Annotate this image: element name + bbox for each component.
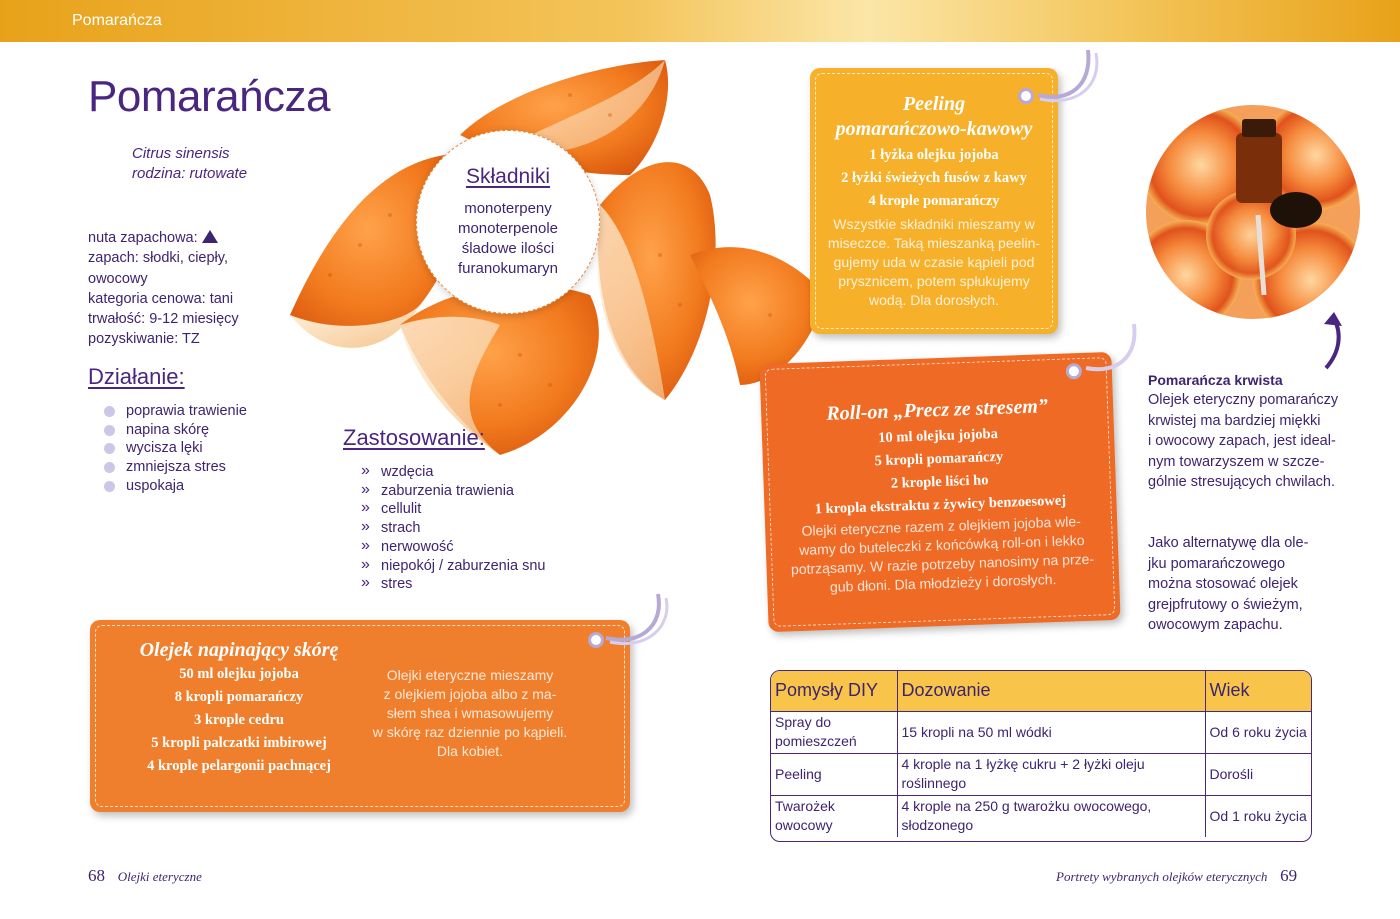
recipe-title: Roll-on „Precz ze stresem” [825, 395, 1049, 425]
recipe-description [810, 215, 1058, 310]
list-item: uspokaja [88, 477, 247, 496]
page-title: Pomarańcza [88, 72, 331, 121]
scent-note-label: nuta zapachowa: [88, 230, 198, 246]
property-line: pozyskiwanie: TZ [88, 331, 200, 348]
text-line: Jako alternatywę dla ole- [1148, 535, 1309, 551]
list-item: » wzdęcia [343, 463, 545, 482]
triangle-up-icon [202, 230, 218, 243]
ingredient: 1 łyżka olejku jojoba [869, 147, 999, 163]
ingredient: 8 kropli pomarańczy [174, 689, 304, 705]
recipe-title: Olejek napinający skórę [139, 639, 339, 661]
diy-table [770, 670, 1312, 842]
napinajacy-recipe-card [90, 620, 630, 812]
description-line: z olejkiem jojoba albo z ma- [383, 686, 557, 702]
list-item: » niepokój / zaburzenia snu [343, 557, 545, 576]
dzialanie-list [88, 402, 247, 496]
recipe-description [765, 511, 1119, 599]
ingredient: 2 łyżki świeżych fusów z kawy [841, 170, 1027, 186]
recipe-ingredients [762, 419, 1117, 523]
table-cell: Twarożek owocowy [771, 795, 897, 837]
description-line: Olejki eteryczne razem z olejkiem jojoba wle- [801, 513, 1082, 539]
ingredient: 10 ml olejku jojoba [877, 425, 999, 447]
ingredient: 3 krople cedru [194, 712, 284, 728]
ingredient: 2 krople liści ho [890, 472, 989, 492]
skladniki-circle [416, 130, 600, 314]
skladniki-heading: Składniki [465, 165, 551, 188]
list-item: poprawia trawienie [88, 402, 247, 421]
blood-orange-bottle-image [1146, 105, 1360, 319]
table-cell: Dorośli [1205, 753, 1311, 795]
description-line: w skórę raz dziennie po kąpieli. [372, 724, 568, 740]
dzialanie-heading: Działanie: [88, 364, 185, 389]
tag-string-icon [1030, 45, 1110, 115]
description-line: Wszystkie składniki mieszamy w [833, 216, 1035, 232]
property-line: trwałość: 9-12 miesięcy [88, 311, 239, 328]
book-title: Olejki eteryczne [117, 869, 202, 884]
ingredient: 1 kropla ekstraktu z żywicy benzoesowej [814, 492, 1067, 518]
table-cell: 15 kropli na 50 ml wódki [897, 711, 1205, 753]
page-number: 68 [88, 866, 105, 885]
list-item: » zaburzenia trawienia [343, 482, 545, 501]
ingredient: 5 kropli palczatki imbirowej [151, 735, 327, 751]
column-header: Pomysły DIY [771, 671, 897, 711]
ingredient: 4 krople pomarańczy [868, 193, 1000, 209]
skladniki-list [417, 199, 599, 279]
text-line: Olejek eteryczny pomarańczy [1148, 392, 1339, 408]
list-item: wycisza lęki [88, 439, 247, 458]
footer-left [88, 866, 202, 886]
text-line: nym towarzyszem w szcze- [1148, 453, 1325, 470]
description-line: Dla kobiet. [436, 743, 504, 759]
tag-string-icon [600, 590, 680, 650]
zastosowanie-list [343, 463, 545, 594]
list-item: zmniejsza stres [88, 458, 247, 477]
text-line: i owocowy zapach, jest ideal- [1148, 433, 1336, 449]
latin-name: Citrus sinensis [132, 145, 230, 162]
column-header: Wiek [1205, 671, 1311, 711]
running-header: Pomarańcza [72, 12, 162, 29]
scent-note [88, 228, 278, 248]
description-line: Olejki eteryczne mieszamy [386, 667, 554, 683]
peeling-recipe-card [810, 68, 1058, 334]
table-row [771, 795, 1311, 837]
description-line: miseczce. Taką mieszanką peelin- [827, 235, 1041, 251]
recipe-left-column [90, 638, 388, 778]
list-item: » stres [343, 575, 545, 594]
table-cell: 4 krople na 1 łyżkę cukru + 2 łyżki oleju roślinnego [897, 753, 1205, 795]
properties [88, 228, 278, 350]
sidebar-text-2 [1148, 533, 1348, 636]
text-line: krwistej ma bardziej miękki [1148, 412, 1321, 429]
list-item: » cellulit [343, 500, 545, 519]
latin-name-block [132, 144, 247, 184]
recipe-description [350, 666, 590, 761]
page-number: 69 [1280, 866, 1298, 885]
table-cell: Od 1 roku życia [1209, 807, 1307, 824]
list-item: furanokumaryn [457, 260, 559, 277]
list-item: » nerwowość [343, 538, 545, 557]
text-line: grejpfrutowy o świeżym, [1148, 596, 1303, 613]
description-line: potrząsamy. W razie potrzeby nanosimy na prze- [790, 550, 1095, 578]
table-cell: Od 6 roku życia [1205, 711, 1311, 753]
list-item: napina skórę [88, 421, 247, 440]
list-item: » strach [343, 519, 545, 538]
text-line: gólnie stresujących chwilach. [1148, 474, 1335, 490]
plant-family: rodzina: rutowate [132, 165, 248, 182]
zastosowanie-heading: Zastosowanie: [343, 425, 485, 450]
text-line: jku pomarańczowego [1148, 555, 1286, 572]
description-line: gub dłoni. Dla młodzieży i dorosłych. [829, 570, 1057, 595]
sidebar-title: Pomarańcza krwista [1148, 372, 1283, 388]
footer-right [1056, 866, 1297, 886]
property-line: owocowy [88, 270, 148, 287]
recipe-title: Peeling [902, 93, 966, 115]
ingredient: 5 kropli pomarańczy [874, 448, 1004, 470]
table-cell: 4 krople na 250 g twarożku owocowego, słodzonego [897, 795, 1205, 837]
ingredient: 50 ml olejku jojoba [179, 666, 299, 682]
recipe-title: pomarańczowo-kawowy [835, 118, 1033, 140]
list-item: monoterpeny [464, 200, 552, 217]
table-row [771, 753, 1311, 795]
property-line: kategoria cenowa: tani [88, 290, 234, 307]
table-cell: Peeling [771, 753, 897, 795]
chapter-title: Portrety wybranych olejków eterycznych [1056, 869, 1268, 884]
column-header: Dozowanie [897, 671, 1205, 711]
table-row [771, 711, 1311, 753]
list-item: monoterpenole [457, 220, 559, 237]
description-line: wamy do buteleczki z końcówką roll-on i lekko [798, 531, 1085, 558]
description-line: prysznicem, potem spłukujemy [838, 273, 1030, 289]
table-cell: Spray do pomieszczeń [771, 711, 897, 753]
header-bar [0, 0, 1400, 42]
list-item: śladowe ilości [461, 240, 555, 257]
tag-string-icon [1080, 320, 1150, 380]
curved-arrow-icon [1318, 310, 1348, 370]
description-line: wodą. Dla dorosłych. [869, 292, 999, 308]
table-header-row [771, 671, 1311, 711]
recipe-ingredients [810, 144, 1058, 213]
rollon-recipe-card [759, 352, 1120, 632]
description-line: gujemy uda w czasie kąpieli pod [833, 254, 1035, 270]
text-line: można stosować olejek [1148, 576, 1298, 592]
sidebar-text-1 [1148, 390, 1348, 493]
ingredient: 4 krople pelargonii pachnącej [147, 758, 331, 774]
property-line: zapach: słodki, ciepły, [88, 250, 228, 267]
text-line: owocowym zapachu. [1148, 617, 1283, 633]
description-line: słem shea i wmasowujemy [386, 705, 554, 721]
